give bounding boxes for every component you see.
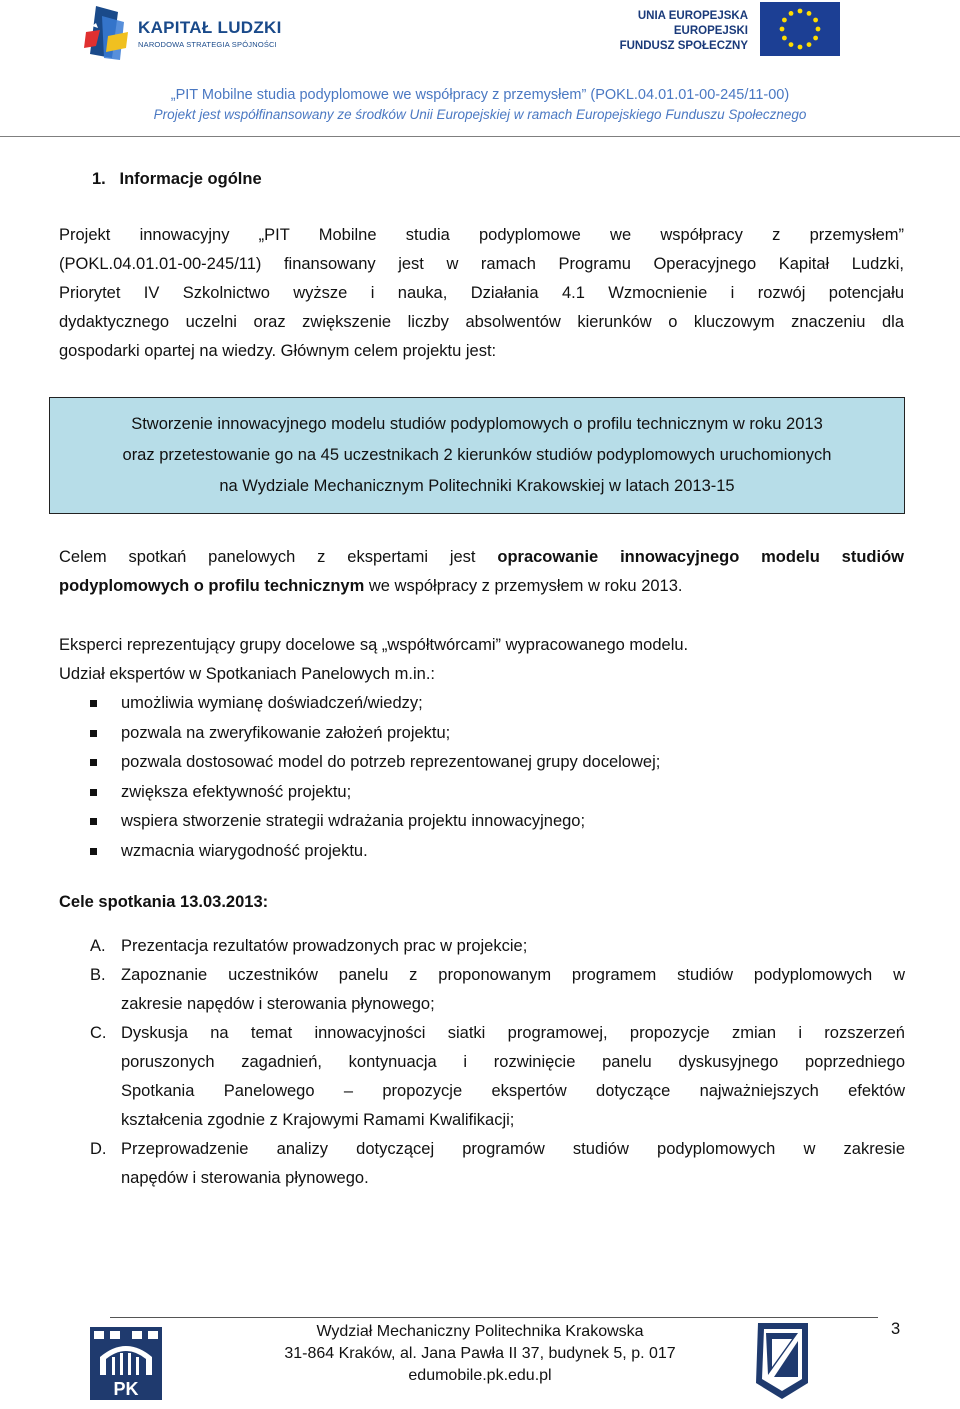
goal-line: Dyskusja na temat innowacyjności siatki programowej, propozycje zmian i rozszerzeń (121, 1024, 905, 1042)
meetings-suffix: we współpracy z przemysłem w roku 2013. (364, 577, 683, 595)
goal-item-b (90, 961, 905, 1019)
wydzial-mechaniczny-logo (752, 1321, 812, 1401)
header-project-title: „PIT Mobilne studia podyplomowe we współpracy z przemysłem” (POKL.04.01.01-00-245/11-00) (170, 87, 790, 103)
benefits-list (90, 689, 890, 866)
list-item-text: zwiększa efektywność projektu; (121, 782, 352, 801)
meetings-purpose-paragraph (59, 543, 904, 601)
main-goal-line: Stworzenie innowacyjnego modelu studiów podyplomowych o profilu technicznym w roku 2013 (131, 415, 823, 433)
eu-efs-logo (619, 2, 840, 58)
intro-line: dydaktycznego uczelni oraz zwiększenie liczby absolwentów kierunków o kluczowym znaczeniu dla (59, 313, 904, 331)
meetings-line (59, 543, 904, 572)
goal-letter: D. (90, 1140, 107, 1158)
goal-line: napędów i sterowania płynowego. (121, 1169, 369, 1187)
goal-letter: B. (90, 966, 106, 984)
wm-emblem-icon (752, 1321, 812, 1401)
goal-letter: A. (90, 937, 106, 955)
square-bullet-icon (90, 759, 97, 766)
square-bullet-icon (90, 848, 97, 855)
goal-line: Prezentacja rezultatów prowadzonych prac w projekcie; (121, 937, 528, 955)
list-item-text: pozwala dostosować model do potrzeb reprezentowanej grupy docelowej; (121, 753, 661, 771)
meetings-bold-1: opracowanie innowacyjnego modelu studiów (497, 548, 904, 566)
intro-paragraph (59, 221, 904, 366)
section-heading: 1. Informacje ogólne (92, 170, 262, 188)
meetings-prefix: Celem spotkań panelowych z ekspertami jest (59, 548, 498, 566)
header-cofinancing-note: Projekt jest współfinansowany ze środków Unii Europejskiej w ramach Europejskiego Funduszu Społecznego (153, 107, 807, 122)
footer-divider (110, 1317, 878, 1318)
goal-item-c (90, 1019, 905, 1135)
list-item-text: pozwala na zweryfikowanie założeń projektu; (121, 723, 451, 742)
goal-line: kształcenia zgodnie z Krajowymi Ramami Kwalifikacji; (121, 1111, 515, 1129)
eu-logo-line1: UNIA EUROPEJSKA (637, 10, 748, 22)
politechnika-krakowska-logo (90, 1327, 162, 1400)
intro-line: (POKL.04.01.01-00-245/11) finansowany jest w ramach Programu Operacyjnego Kapitał Ludzki, (59, 255, 904, 273)
experts-line: Eksperci reprezentujący grupy docelowe są „współtwórcami” wypracowanego modelu. (59, 636, 689, 654)
goal-item-a (90, 932, 905, 961)
goals-list (90, 932, 905, 1193)
list-item (90, 748, 890, 778)
kapital-ludzki-logo (82, 2, 282, 64)
footer-faculty: Wydział Mechaniczny Politechnika Krakowska (316, 1323, 644, 1340)
kapital-ludzki-title: KAPITAŁ LUDZKI (138, 18, 282, 37)
page-number: 3 (891, 1320, 901, 1338)
intro-line: gospodarki opartej na wiedzy. Głównym celem projektu jest: (59, 342, 497, 360)
footer-address (230, 1321, 730, 1387)
goals-heading: Cele spotkania 13.03.2013: (59, 893, 269, 911)
goal-letter: C. (90, 1024, 107, 1042)
eu-flag-icon (760, 2, 840, 56)
main-goal-line: oraz przetestowanie go na 45 uczestnikach 2 kierunków studiów podyplomowych uruchomionych (122, 446, 832, 464)
main-goal-line: na Wydziale Mechanicznym Politechniki Krakowskiej w latach 2013-15 (219, 477, 735, 495)
intro-line: Priorytet IV Szkolnictwo wyższe i nauka, Działania 4.1 Wzmocnienie i rozwój potencjału (59, 284, 904, 302)
main-goal-box (49, 397, 905, 514)
list-item-text: wspiera stworzenie strategii wdrażania projektu innowacyjnego; (121, 812, 586, 830)
pk-castle-icon (90, 1327, 162, 1400)
list-item (90, 807, 890, 837)
goal-line: Przeprowadzenie analizy dotyczącej programów studiów podyplomowych w zakresie (121, 1140, 905, 1158)
eu-logo-line2: EUROPEJSKI (673, 25, 748, 37)
experts-paragraph (59, 631, 904, 689)
list-item-text: wzmacnia wiarygodność projektu. (121, 841, 368, 860)
list-item (90, 719, 890, 749)
intro-line: Projekt innowacyjny „PIT Mobilne studia podyplomowe we współpracy z przemysłem” (59, 226, 904, 244)
list-item-text: umożliwia wymianę doświadczeń/wiedzy; (121, 694, 423, 712)
kapital-ludzki-emblem-icon (82, 2, 138, 64)
eu-logo-line3: FUNDUSZ SPOŁECZNY (619, 40, 748, 52)
goal-line: Spotkania Panelowego – propozycje ekspertów dotyczące najważniejszych efektów (121, 1082, 905, 1100)
meetings-bold-2: podyplomowych o profilu technicznym (59, 577, 365, 595)
goal-line: zakresie napędów i sterowania płynowego; (121, 995, 435, 1013)
list-item (90, 778, 890, 808)
kapital-ludzki-subtitle: NARODOWA STRATEGIA SPÓJNOŚCI (138, 40, 277, 49)
header-divider (0, 136, 960, 137)
square-bullet-icon (90, 700, 97, 707)
goal-line: poruszonych zagadnień, kontynuacja i rozwinięcie panelu dyskusyjnego poprzedniego (121, 1053, 905, 1071)
square-bullet-icon (90, 818, 97, 825)
square-bullet-icon (90, 789, 97, 796)
meetings-line (59, 572, 904, 601)
square-bullet-icon (90, 730, 97, 737)
goal-item-d (90, 1135, 905, 1193)
list-item (90, 689, 890, 719)
list-item (90, 837, 890, 867)
goal-line: Zapoznanie uczestników panelu z proponowanym programem studiów podyplomowych w (121, 966, 905, 984)
footer-street-address: 31-864 Kraków, al. Jana Pawła II 37, budynek 5, p. 017 (284, 1345, 676, 1362)
footer-website-link[interactable]: edumobile.pk.edu.pl (408, 1367, 552, 1384)
experts-line: Udział ekspertów w Spotkaniach Panelowych m.in.: (59, 665, 436, 683)
pk-logo-text: PK (113, 1379, 139, 1399)
